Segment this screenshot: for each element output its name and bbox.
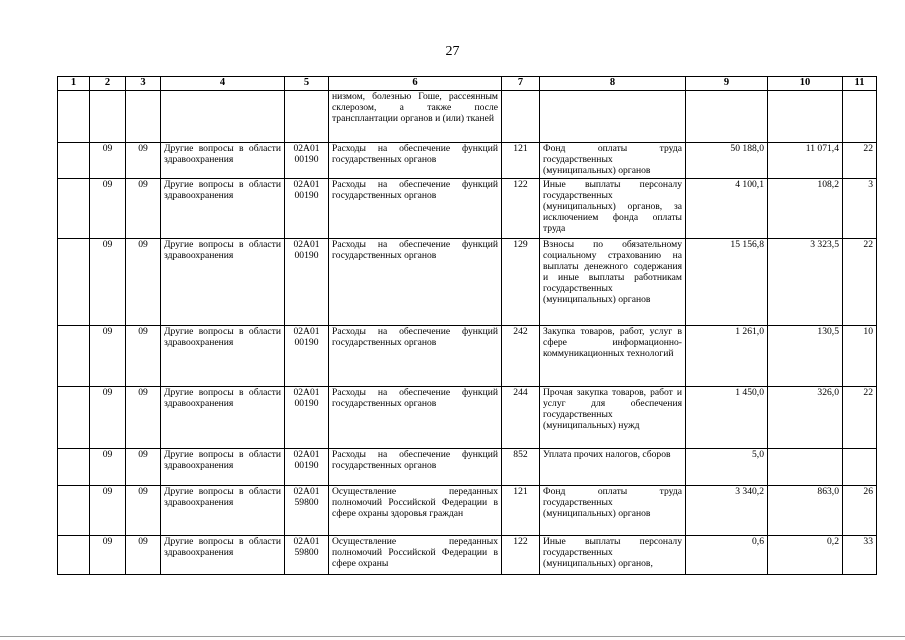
- cell-target-name: Осуществление переданных полномочий Российской Федерации в сфере охраны здоровья граждан: [329, 486, 502, 536]
- cell-expense-code: 244: [502, 387, 540, 449]
- cell-col3: 09: [126, 179, 161, 239]
- page-number: 27: [445, 44, 460, 59]
- cell-amount: [686, 91, 768, 143]
- cell-col1: [58, 486, 90, 536]
- cell-col2: 09: [90, 486, 126, 536]
- col-header-9: 9: [686, 77, 768, 91]
- cell-target-code: 02А01 00190: [285, 387, 329, 449]
- table-row: [58, 486, 877, 536]
- cell-expense-name: Фонд оплаты труда государственных (муниципальных) органов: [540, 486, 686, 536]
- cell-target-code: 02А01 00190: [285, 239, 329, 326]
- table-row: [58, 91, 877, 143]
- cell-expense-code: 129: [502, 239, 540, 326]
- cell-amount: 5,0: [686, 449, 768, 486]
- cell-percent: 26: [843, 486, 877, 536]
- col-header-6: 6: [329, 77, 502, 91]
- cell-executed: 3 323,5: [768, 239, 843, 326]
- cell-amount: 1 261,0: [686, 326, 768, 387]
- cell-target-name: Осуществление переданных полномочий Российской Федерации в сфере охраны: [329, 536, 502, 575]
- cell-expense-code: 121: [502, 143, 540, 179]
- cell-col2: 09: [90, 239, 126, 326]
- table-row: [58, 449, 877, 486]
- cell-target-name: Расходы на обеспечение функций государственных органов: [329, 239, 502, 326]
- header-row: [58, 77, 877, 91]
- cell-executed: 108,2: [768, 179, 843, 239]
- cell-percent: 22: [843, 239, 877, 326]
- col-header-8: 8: [540, 77, 686, 91]
- cell-percent: 22: [843, 387, 877, 449]
- cell-target-name: Расходы на обеспечение функций государственных органов: [329, 449, 502, 486]
- cell-col2: 09: [90, 143, 126, 179]
- cell-expense-code: 122: [502, 179, 540, 239]
- cell-amount: 15 156,8: [686, 239, 768, 326]
- cell-executed: [768, 449, 843, 486]
- cell-executed: 11 071,4: [768, 143, 843, 179]
- cell-amount: 3 340,2: [686, 486, 768, 536]
- cell-col1: [58, 326, 90, 387]
- cell-col1: [58, 536, 90, 575]
- cell-expense-code: 122: [502, 536, 540, 575]
- cell-amount: 4 100,1: [686, 179, 768, 239]
- page-bottom-edge: [0, 636, 905, 637]
- cell-percent: 22: [843, 143, 877, 179]
- cell-section-name: Другие вопросы в области здравоохранения: [161, 536, 285, 575]
- cell-expense-name: Уплата прочих налогов, сборов: [540, 449, 686, 486]
- cell-target-code: 02А01 59800: [285, 536, 329, 575]
- cell-col2: [90, 91, 126, 143]
- cell-section-name: Другие вопросы в области здравоохранения: [161, 387, 285, 449]
- cell-amount: 1 450,0: [686, 387, 768, 449]
- col-header-2: 2: [90, 77, 126, 91]
- cell-expense-code: 121: [502, 486, 540, 536]
- table-row: [58, 387, 877, 449]
- cell-col1: [58, 179, 90, 239]
- cell-expense-name: Фонд оплаты труда государственных (муниципальных) органов: [540, 143, 686, 179]
- cell-amount: 0,6: [686, 536, 768, 575]
- cell-target-code: 02А01 00190: [285, 143, 329, 179]
- cell-percent: [843, 449, 877, 486]
- cell-expense-name: Иные выплаты персоналу государственных (муниципальных) органов, за исключением фонда оплаты труда: [540, 179, 686, 239]
- cell-expense-name: Прочая закупка товаров, работ и услуг для обеспечения государственных (муниципальных) нужд: [540, 387, 686, 449]
- cell-col1: [58, 449, 90, 486]
- cell-expense-name: Закупка товаров, работ, услуг в сфере информационно-коммуникационных технологий: [540, 326, 686, 387]
- cell-section-name: Другие вопросы в области здравоохранения: [161, 239, 285, 326]
- cell-expense-name: Иные выплаты персоналу государственных (муниципальных) органов,: [540, 536, 686, 575]
- cell-col1: [58, 387, 90, 449]
- table-row: [58, 239, 877, 326]
- cell-target-code: [285, 91, 329, 143]
- cell-section-name: [161, 91, 285, 143]
- col-header-7: 7: [502, 77, 540, 91]
- cell-col3: [126, 91, 161, 143]
- table-row: [58, 326, 877, 387]
- cell-percent: 3: [843, 179, 877, 239]
- cell-section-name: Другие вопросы в области здравоохранения: [161, 486, 285, 536]
- cell-col3: 09: [126, 486, 161, 536]
- cell-executed: 130,5: [768, 326, 843, 387]
- col-header-10: 10: [768, 77, 843, 91]
- cell-target-code: 02А01 59800: [285, 486, 329, 536]
- cell-section-name: Другие вопросы в области здравоохранения: [161, 449, 285, 486]
- cell-target-code: 02А01 00190: [285, 326, 329, 387]
- table-row: [58, 179, 877, 239]
- cell-section-name: Другие вопросы в области здравоохранения: [161, 143, 285, 179]
- cell-col3: 09: [126, 449, 161, 486]
- col-header-5: 5: [285, 77, 329, 91]
- cell-percent: 33: [843, 536, 877, 575]
- col-header-3: 3: [126, 77, 161, 91]
- cell-target-name: Расходы на обеспечение функций государственных органов: [329, 326, 502, 387]
- cell-expense-code: [502, 91, 540, 143]
- cell-col1: [58, 91, 90, 143]
- cell-target-name: Расходы на обеспечение функций государственных органов: [329, 143, 502, 179]
- cell-target-name: низмом, болезнью Гоше, рассеянным склерозом, а также после трансплантации органов и (или) тканей: [329, 91, 502, 143]
- budget-table: [57, 76, 877, 575]
- cell-col3: 09: [126, 387, 161, 449]
- cell-col3: 09: [126, 143, 161, 179]
- cell-col3: 09: [126, 239, 161, 326]
- col-header-11: 11: [843, 77, 877, 91]
- cell-col1: [58, 239, 90, 326]
- table-row: [58, 143, 877, 179]
- cell-percent: [843, 91, 877, 143]
- table-row: [58, 536, 877, 575]
- cell-col3: 09: [126, 536, 161, 575]
- cell-amount: 50 188,0: [686, 143, 768, 179]
- col-header-4: 4: [161, 77, 285, 91]
- cell-col2: 09: [90, 449, 126, 486]
- cell-section-name: Другие вопросы в области здравоохранения: [161, 326, 285, 387]
- cell-target-name: Расходы на обеспечение функций государственных органов: [329, 387, 502, 449]
- col-header-1: 1: [58, 77, 90, 91]
- cell-col2: 09: [90, 179, 126, 239]
- cell-expense-name: Взносы по обязательному социальному страхованию на выплаты денежного содержания и иные выплаты работникам государственных (муниципальных) органов: [540, 239, 686, 326]
- cell-col1: [58, 143, 90, 179]
- cell-expense-code: 852: [502, 449, 540, 486]
- cell-executed: 0,2: [768, 536, 843, 575]
- cell-section-name: Другие вопросы в области здравоохранения: [161, 179, 285, 239]
- cell-expense-name: [540, 91, 686, 143]
- cell-executed: 863,0: [768, 486, 843, 536]
- cell-percent: 10: [843, 326, 877, 387]
- cell-col2: 09: [90, 536, 126, 575]
- cell-target-code: 02А01 00190: [285, 179, 329, 239]
- cell-col2: 09: [90, 387, 126, 449]
- cell-col3: 09: [126, 326, 161, 387]
- cell-target-code: 02А01 00190: [285, 449, 329, 486]
- cell-col2: 09: [90, 326, 126, 387]
- cell-target-name: Расходы на обеспечение функций государственных органов: [329, 179, 502, 239]
- cell-expense-code: 242: [502, 326, 540, 387]
- cell-executed: 326,0: [768, 387, 843, 449]
- cell-executed: [768, 91, 843, 143]
